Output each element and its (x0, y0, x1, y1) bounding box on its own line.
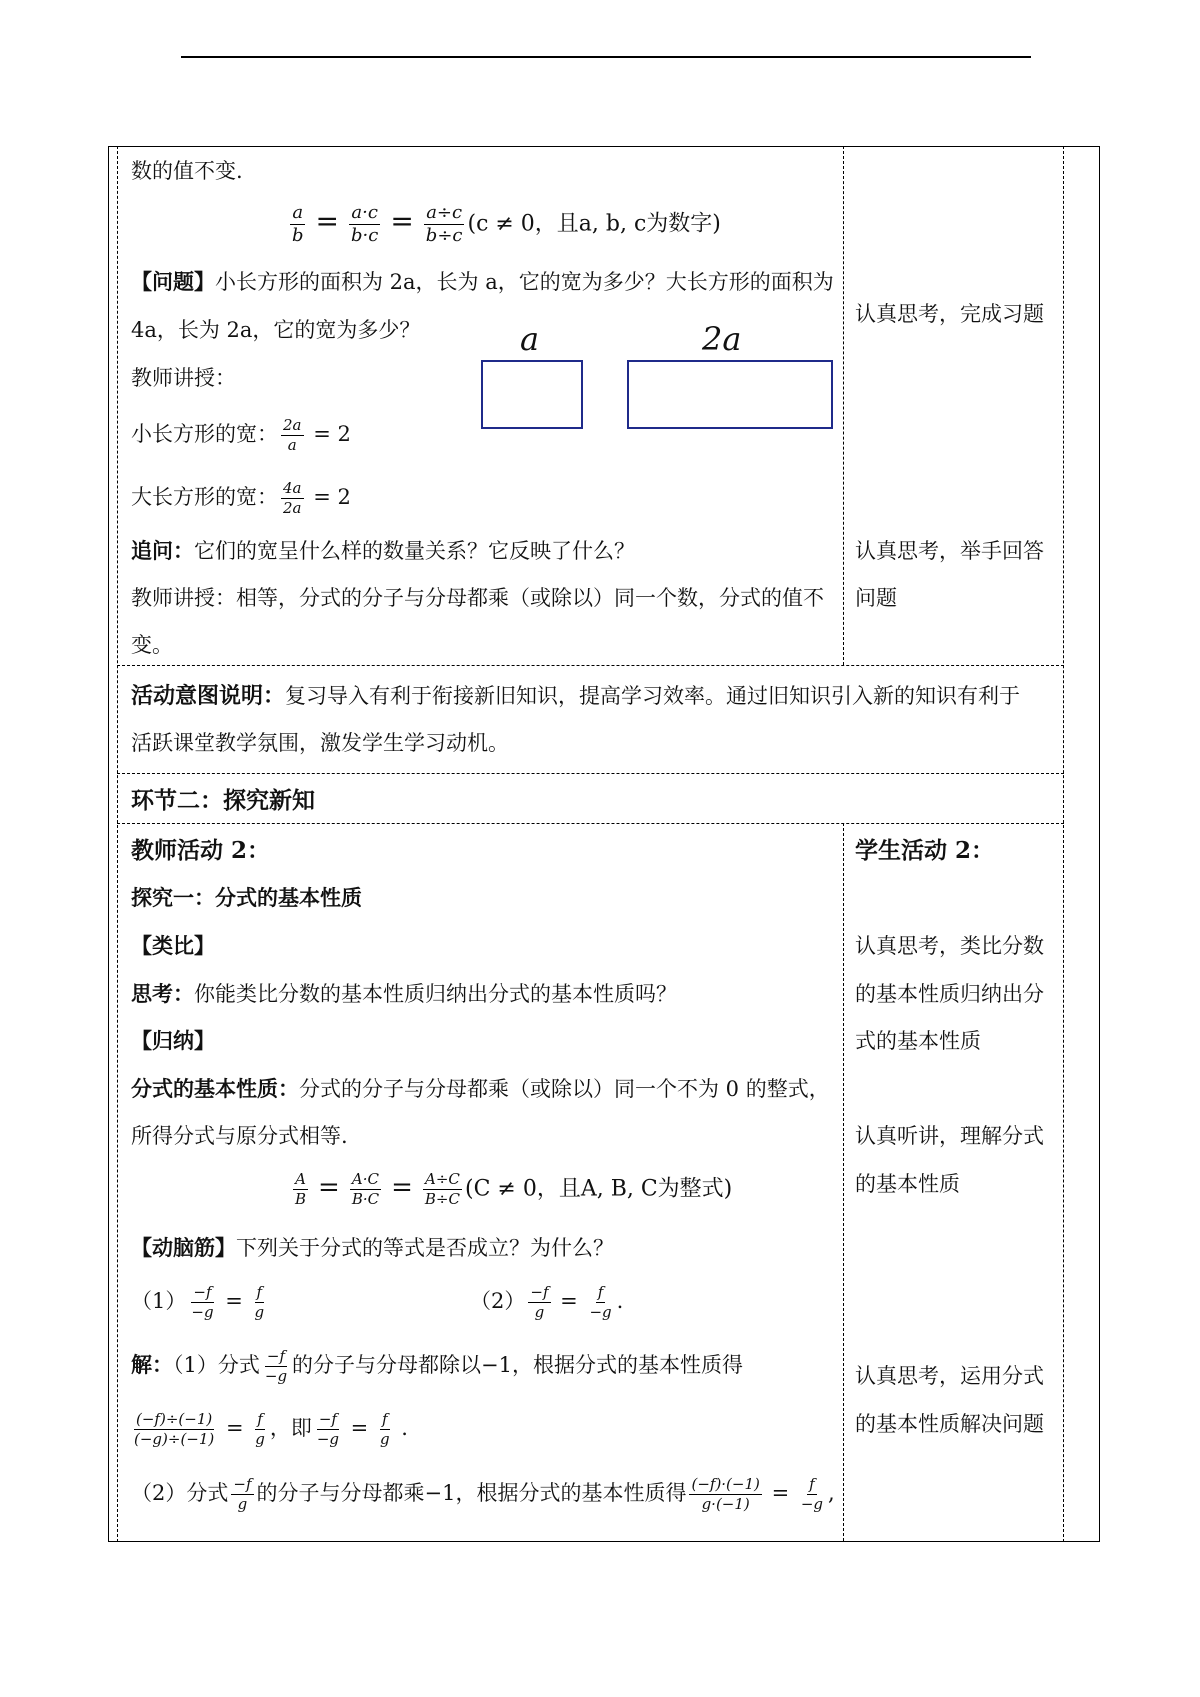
think-question: 思考：你能类比分数的基本性质归纳出分式的基本性质吗？ (131, 981, 677, 1006)
section-title: 环节二：探究新知 (131, 787, 315, 814)
induce-label: 【归纳】 (131, 1028, 215, 1053)
property-line-2: 所得分式与原分式相等. (131, 1124, 348, 1148)
teacher-explanation-line-2: 变。 (131, 633, 173, 657)
solution-2-line-1: （2）分式 $\frac{-f}{g}$ 的分子与分母都乘−1，根据分式的基本性质得 $\frac{(-f)\cdot(-1)}{g\cdot(-1)}$ = $\frac{f}{-g}$ , (131, 1475, 835, 1513)
small-rect-label: a (520, 320, 540, 358)
row-divider (117, 1541, 1064, 1542)
exercise-2: （2） $\frac{-f}{g}$ = $\frac{f}{-g}$ . (470, 1283, 624, 1321)
student-note-2-line-1: 认真思考，举手回答 (855, 539, 1044, 563)
intent-line-1: 活动意图说明：复习导入有利于衔接新旧知识，提高学习效率。通过旧知识引入新的知识有利于 (131, 683, 1021, 709)
big-rectangle (627, 360, 833, 429)
question-line-1: 【问题】小长方形的面积为 2a，长为 a，它的宽为多少？大长方形的面积为 (131, 269, 834, 294)
teacher-activity-header: 教师活动 2： (131, 837, 271, 864)
question-line-2: 4a，长为 2a，它的宽为多少？ (131, 318, 421, 342)
student-activity-note-2-line-2: 的基本性质 (855, 1172, 960, 1196)
teacher-explanation-line-1: 教师讲授：相等，分式的分子与分母都乘（或除以）同一个数，分式的值不 (131, 586, 824, 610)
student-note-2-line-2: 问题 (855, 586, 897, 610)
small-rectangle (481, 360, 583, 429)
column-divider (843, 823, 844, 1541)
followup-question: 追问：它们的宽呈什么样的数量关系？它反映了什么？ (131, 538, 635, 563)
intent-line-2: 活跃课堂教学氛围，激发学生学习动机。 (131, 731, 509, 755)
column-divider (843, 146, 844, 665)
intro-line: 数的值不变. (131, 159, 243, 183)
exercise-1: （1） $\frac{-f}{-g}$ = $\frac{f}{g}$ (131, 1283, 265, 1321)
small-width-calc: 小长方形的宽： $\frac{2a}{a}$ = 2 (131, 416, 351, 454)
student-activity-note-1-line-1: 认真思考，类比分数 (855, 934, 1044, 958)
student-activity-note-3-line-1: 认真思考，运用分式 (855, 1364, 1044, 1388)
student-activity-header: 学生活动 2： (855, 837, 995, 864)
explore-title: 探究一：分式的基本性质 (131, 885, 362, 910)
big-width-calc: 大长方形的宽： $\frac{4a}{2a}$ = 2 (131, 479, 351, 517)
student-activity-note-1-line-2: 的基本性质归纳出分 (855, 982, 1044, 1006)
rational-property-formula: $\frac{A}{B}$ = $\frac{A\cdot C}{B\cdot C}$ = $\frac{A\div C}{B\div C}$ (C ≠ 0，且A, B, C为整式) (295, 1170, 733, 1208)
solution-1-line-2: $\frac{(-f)\div(-1)}{(-g)\div(-1)}$ = $\frac{f}{g}$ ，即 $\frac{-f}{-g}$ = $\frac{f}{g}$ . (134, 1410, 408, 1448)
brainstorm-question: 【动脑筋】下列关于分式的等式是否成立？为什么？ (131, 1235, 614, 1260)
analogy-label: 【类比】 (131, 933, 215, 958)
student-activity-note-3-line-2: 的基本性质解决问题 (855, 1412, 1044, 1436)
student-note-1: 认真思考，完成习题 (855, 302, 1044, 326)
teacher-lecture-label: 教师讲授： (131, 366, 236, 390)
row-divider (117, 823, 1064, 824)
student-activity-note-1-line-3: 式的基本性质 (855, 1029, 981, 1053)
row-divider (117, 146, 1064, 147)
row-divider (117, 665, 1064, 666)
student-activity-note-2-line-1: 认真听讲，理解分式 (855, 1124, 1044, 1148)
big-rect-label: 2a (702, 320, 742, 358)
header-rule (181, 56, 1031, 58)
fraction-property-formula: $\frac{a}{b}$ = $\frac{a\cdot c}{b\cdot c}$ = $\frac{a\div c}{b\div c}$ (c ≠ 0，且a, b, c为数字) (292, 202, 721, 246)
property-line-1: 分式的基本性质：分式的分子与分母都乘（或除以）同一个不为 0 的整式， (131, 1076, 830, 1101)
solution-1-line-1: 解：（1）分式 $\frac{-f}{-g}$ 的分子与分母都除以−1，根据分式的基本性质得 (131, 1347, 744, 1385)
row-divider (117, 773, 1064, 774)
